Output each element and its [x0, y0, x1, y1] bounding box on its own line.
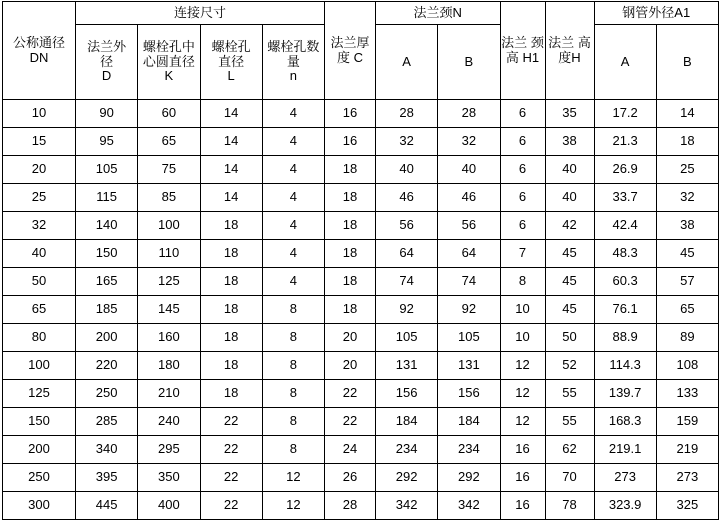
- cell-bolt-circle-diameter: 180: [138, 352, 200, 380]
- cell-flange-outer-diameter: 250: [76, 380, 138, 408]
- cell-neck-a: 56: [376, 212, 438, 240]
- cell-bolt-hole-count: 4: [262, 212, 324, 240]
- cell-flange-height: 40: [545, 184, 594, 212]
- cell-flange-outer-diameter: 340: [76, 436, 138, 464]
- cell-neck-b: 28: [438, 100, 500, 128]
- column-header-flange-outer-diameter: 法兰外 径 D: [76, 25, 138, 100]
- table-row: [3, 492, 719, 520]
- cell-neck-a: 184: [376, 408, 438, 436]
- cell-bolt-hole-count: 4: [262, 128, 324, 156]
- cell-bolt-hole-diameter: 18: [200, 324, 262, 352]
- cell-pipe-a: 273: [594, 464, 656, 492]
- cell-pipe-b: 133: [656, 380, 718, 408]
- cell-flange-height: 42: [545, 212, 594, 240]
- cell-flange-outer-diameter: 445: [76, 492, 138, 520]
- cell-pipe-b: 108: [656, 352, 718, 380]
- cell-flange-height: 52: [545, 352, 594, 380]
- cell-bolt-hole-count: 8: [262, 380, 324, 408]
- cell-bolt-circle-diameter: 160: [138, 324, 200, 352]
- cell-flange-height: 78: [545, 492, 594, 520]
- column-header-bolt-hole-diameter: 螺栓孔 直径 L: [200, 25, 262, 100]
- cell-neck-height: 6: [500, 100, 545, 128]
- cell-bolt-hole-count: 8: [262, 436, 324, 464]
- cell-bolt-hole-diameter: 18: [200, 352, 262, 380]
- cell-bolt-circle-diameter: 65: [138, 128, 200, 156]
- cell-flange-outer-diameter: 90: [76, 100, 138, 128]
- cell-bolt-hole-diameter: 14: [200, 156, 262, 184]
- cell-pipe-b: 18: [656, 128, 718, 156]
- column-header-bolt-circle-diameter: 螺栓孔中 心圆直径 K: [138, 25, 200, 100]
- cell-flange-outer-diameter: 285: [76, 408, 138, 436]
- cell-bolt-hole-count: 4: [262, 156, 324, 184]
- cell-dn: 200: [3, 436, 76, 464]
- column-header-pipe-b: B: [656, 25, 718, 100]
- cell-bolt-hole-diameter: 22: [200, 408, 262, 436]
- cell-neck-height: 16: [500, 436, 545, 464]
- cell-flange-thickness: 18: [325, 268, 376, 296]
- cell-neck-height: 12: [500, 352, 545, 380]
- cell-pipe-b: 14: [656, 100, 718, 128]
- cell-pipe-a: 168.3: [594, 408, 656, 436]
- cell-pipe-b: 325: [656, 492, 718, 520]
- cell-neck-b: 46: [438, 184, 500, 212]
- column-header-neck-height: 法兰 颈高 H1: [500, 2, 545, 100]
- table-row: [3, 436, 719, 464]
- cell-bolt-circle-diameter: 240: [138, 408, 200, 436]
- table-row: [3, 380, 719, 408]
- cell-bolt-hole-diameter: 14: [200, 128, 262, 156]
- cell-bolt-hole-diameter: 14: [200, 184, 262, 212]
- cell-dn: 25: [3, 184, 76, 212]
- cell-flange-thickness: 22: [325, 408, 376, 436]
- cell-flange-thickness: 20: [325, 352, 376, 380]
- cell-neck-b: 32: [438, 128, 500, 156]
- cell-pipe-b: 159: [656, 408, 718, 436]
- table-row: [3, 464, 719, 492]
- cell-neck-a: 74: [376, 268, 438, 296]
- column-header-neck-b: B: [438, 25, 500, 100]
- table-row: [3, 128, 719, 156]
- cell-flange-outer-diameter: 200: [76, 324, 138, 352]
- cell-flange-height: 55: [545, 408, 594, 436]
- cell-pipe-a: 17.2: [594, 100, 656, 128]
- cell-flange-height: 45: [545, 240, 594, 268]
- flange-specification-table: [2, 1, 719, 520]
- group-header-flange-neck: 法兰颈N: [376, 2, 501, 25]
- column-header-pipe-a: A: [594, 25, 656, 100]
- cell-flange-thickness: 18: [325, 184, 376, 212]
- table-row: [3, 296, 719, 324]
- cell-pipe-b: 65: [656, 296, 718, 324]
- cell-flange-height: 45: [545, 268, 594, 296]
- cell-flange-outer-diameter: 220: [76, 352, 138, 380]
- cell-bolt-hole-count: 4: [262, 184, 324, 212]
- cell-dn: 50: [3, 268, 76, 296]
- table-row: [3, 156, 719, 184]
- table-row: [3, 324, 719, 352]
- cell-neck-a: 28: [376, 100, 438, 128]
- cell-flange-outer-diameter: 185: [76, 296, 138, 324]
- cell-flange-height: 38: [545, 128, 594, 156]
- cell-neck-b: 92: [438, 296, 500, 324]
- table-row: [3, 408, 719, 436]
- cell-bolt-circle-diameter: 75: [138, 156, 200, 184]
- cell-neck-height: 10: [500, 324, 545, 352]
- cell-neck-a: 342: [376, 492, 438, 520]
- table-row: [3, 268, 719, 296]
- cell-bolt-hole-diameter: 18: [200, 296, 262, 324]
- cell-dn: 80: [3, 324, 76, 352]
- cell-pipe-a: 33.7: [594, 184, 656, 212]
- cell-pipe-a: 219.1: [594, 436, 656, 464]
- cell-flange-height: 50: [545, 324, 594, 352]
- column-header-neck-a: A: [376, 25, 438, 100]
- cell-pipe-a: 48.3: [594, 240, 656, 268]
- cell-flange-thickness: 16: [325, 100, 376, 128]
- cell-pipe-a: 76.1: [594, 296, 656, 324]
- cell-pipe-a: 139.7: [594, 380, 656, 408]
- cell-bolt-circle-diameter: 210: [138, 380, 200, 408]
- cell-neck-height: 6: [500, 184, 545, 212]
- cell-dn: 100: [3, 352, 76, 380]
- cell-bolt-circle-diameter: 145: [138, 296, 200, 324]
- cell-bolt-circle-diameter: 110: [138, 240, 200, 268]
- cell-flange-thickness: 22: [325, 380, 376, 408]
- cell-dn: 20: [3, 156, 76, 184]
- cell-bolt-hole-count: 4: [262, 100, 324, 128]
- cell-neck-height: 10: [500, 296, 545, 324]
- cell-neck-b: 156: [438, 380, 500, 408]
- table-row: [3, 184, 719, 212]
- group-header-pipe-outer-diameter: 钢管外径A1: [594, 2, 719, 25]
- cell-flange-height: 45: [545, 296, 594, 324]
- cell-flange-outer-diameter: 95: [76, 128, 138, 156]
- cell-pipe-b: 219: [656, 436, 718, 464]
- cell-neck-a: 105: [376, 324, 438, 352]
- cell-neck-height: 7: [500, 240, 545, 268]
- table-row: [3, 240, 719, 268]
- cell-dn: 15: [3, 128, 76, 156]
- cell-flange-thickness: 18: [325, 156, 376, 184]
- cell-bolt-hole-diameter: 18: [200, 380, 262, 408]
- table-body: [3, 100, 719, 520]
- cell-bolt-hole-diameter: 14: [200, 100, 262, 128]
- cell-neck-a: 46: [376, 184, 438, 212]
- cell-bolt-circle-diameter: 100: [138, 212, 200, 240]
- cell-flange-height: 35: [545, 100, 594, 128]
- cell-flange-thickness: 20: [325, 324, 376, 352]
- cell-bolt-circle-diameter: 85: [138, 184, 200, 212]
- cell-bolt-hole-count: 8: [262, 324, 324, 352]
- cell-neck-b: 74: [438, 268, 500, 296]
- cell-flange-thickness: 18: [325, 296, 376, 324]
- cell-bolt-hole-diameter: 18: [200, 240, 262, 268]
- cell-dn: 65: [3, 296, 76, 324]
- cell-bolt-circle-diameter: 295: [138, 436, 200, 464]
- cell-pipe-a: 42.4: [594, 212, 656, 240]
- cell-flange-thickness: 26: [325, 464, 376, 492]
- cell-flange-thickness: 18: [325, 240, 376, 268]
- cell-bolt-circle-diameter: 60: [138, 100, 200, 128]
- cell-pipe-a: 114.3: [594, 352, 656, 380]
- document-page: [0, 1, 721, 514]
- cell-dn: 150: [3, 408, 76, 436]
- cell-neck-a: 234: [376, 436, 438, 464]
- cell-flange-height: 55: [545, 380, 594, 408]
- cell-neck-b: 64: [438, 240, 500, 268]
- cell-neck-height: 6: [500, 156, 545, 184]
- table-header: [3, 2, 719, 100]
- header-row-groups: [3, 2, 719, 25]
- cell-bolt-circle-diameter: 350: [138, 464, 200, 492]
- column-header-dn: 公称通径 DN: [3, 2, 76, 100]
- cell-bolt-hole-count: 8: [262, 296, 324, 324]
- cell-neck-height: 6: [500, 212, 545, 240]
- cell-flange-height: 62: [545, 436, 594, 464]
- cell-neck-a: 32: [376, 128, 438, 156]
- column-header-bolt-hole-count: 螺栓孔数 量 n: [262, 25, 324, 100]
- cell-flange-outer-diameter: 150: [76, 240, 138, 268]
- cell-bolt-hole-count: 8: [262, 352, 324, 380]
- group-header-connection-size: 连接尺寸: [76, 2, 325, 25]
- cell-flange-outer-diameter: 395: [76, 464, 138, 492]
- table-row: [3, 100, 719, 128]
- cell-neck-height: 16: [500, 492, 545, 520]
- cell-neck-a: 92: [376, 296, 438, 324]
- cell-neck-a: 156: [376, 380, 438, 408]
- cell-neck-b: 184: [438, 408, 500, 436]
- column-header-flange-height: 法兰 高度H: [545, 2, 594, 100]
- cell-pipe-a: 60.3: [594, 268, 656, 296]
- cell-dn: 125: [3, 380, 76, 408]
- cell-neck-a: 131: [376, 352, 438, 380]
- cell-neck-a: 40: [376, 156, 438, 184]
- table-row: [3, 212, 719, 240]
- cell-neck-height: 12: [500, 380, 545, 408]
- cell-bolt-hole-diameter: 18: [200, 268, 262, 296]
- column-header-flange-thickness: 法兰厚 度 C: [325, 2, 376, 100]
- cell-flange-outer-diameter: 140: [76, 212, 138, 240]
- cell-pipe-b: 57: [656, 268, 718, 296]
- cell-flange-outer-diameter: 105: [76, 156, 138, 184]
- cell-pipe-a: 21.3: [594, 128, 656, 156]
- cell-bolt-hole-count: 12: [262, 464, 324, 492]
- cell-bolt-hole-count: 4: [262, 268, 324, 296]
- cell-neck-b: 131: [438, 352, 500, 380]
- cell-neck-b: 40: [438, 156, 500, 184]
- cell-neck-b: 234: [438, 436, 500, 464]
- cell-pipe-a: 323.9: [594, 492, 656, 520]
- cell-pipe-b: 273: [656, 464, 718, 492]
- cell-neck-height: 16: [500, 464, 545, 492]
- cell-pipe-b: 38: [656, 212, 718, 240]
- cell-dn: 300: [3, 492, 76, 520]
- cell-flange-thickness: 16: [325, 128, 376, 156]
- cell-bolt-hole-diameter: 22: [200, 436, 262, 464]
- cell-bolt-circle-diameter: 400: [138, 492, 200, 520]
- cell-neck-a: 292: [376, 464, 438, 492]
- cell-dn: 32: [3, 212, 76, 240]
- cell-dn: 40: [3, 240, 76, 268]
- cell-dn: 10: [3, 100, 76, 128]
- cell-neck-height: 8: [500, 268, 545, 296]
- cell-flange-thickness: 18: [325, 212, 376, 240]
- cell-pipe-a: 26.9: [594, 156, 656, 184]
- cell-bolt-hole-count: 4: [262, 240, 324, 268]
- cell-bolt-hole-count: 12: [262, 492, 324, 520]
- cell-bolt-hole-count: 8: [262, 408, 324, 436]
- cell-bolt-circle-diameter: 125: [138, 268, 200, 296]
- cell-flange-thickness: 24: [325, 436, 376, 464]
- cell-pipe-b: 89: [656, 324, 718, 352]
- cell-bolt-hole-diameter: 18: [200, 212, 262, 240]
- cell-neck-b: 56: [438, 212, 500, 240]
- cell-flange-height: 40: [545, 156, 594, 184]
- cell-neck-b: 292: [438, 464, 500, 492]
- cell-neck-a: 64: [376, 240, 438, 268]
- cell-neck-height: 12: [500, 408, 545, 436]
- cell-neck-b: 342: [438, 492, 500, 520]
- cell-neck-b: 105: [438, 324, 500, 352]
- table-row: [3, 352, 719, 380]
- cell-pipe-b: 25: [656, 156, 718, 184]
- cell-flange-height: 70: [545, 464, 594, 492]
- cell-bolt-hole-diameter: 22: [200, 464, 262, 492]
- cell-dn: 250: [3, 464, 76, 492]
- cell-pipe-a: 88.9: [594, 324, 656, 352]
- cell-flange-thickness: 28: [325, 492, 376, 520]
- cell-pipe-b: 32: [656, 184, 718, 212]
- cell-flange-outer-diameter: 165: [76, 268, 138, 296]
- cell-pipe-b: 45: [656, 240, 718, 268]
- cell-bolt-hole-diameter: 22: [200, 492, 262, 520]
- cell-neck-height: 6: [500, 128, 545, 156]
- cell-flange-outer-diameter: 115: [76, 184, 138, 212]
